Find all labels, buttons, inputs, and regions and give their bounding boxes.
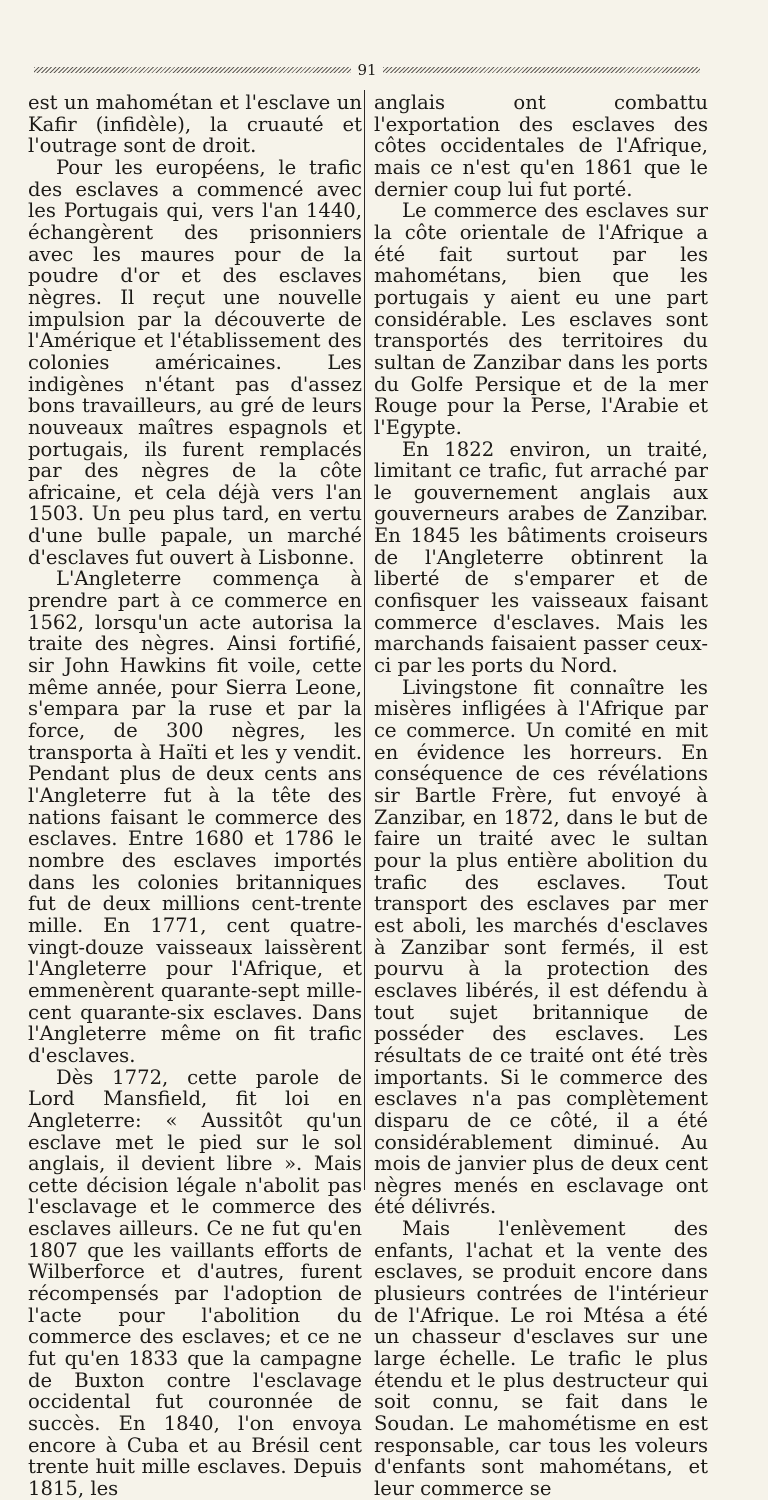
paragraph: L'Angleterre commença à prendre part à ce commerce en 1562, lorsqu'un acte autorisa la traite des nègres. Ainsi fortifié, sir John Hawkins fit voile, cette même année, pour Sierra Leone, s'empara par la ruse et par la force, de 300 nègres, les transporta à Haïti et les y vendit. Pendant plus de deux cents ans l'Angleterre fut à la tête des nations faisant le commerce des esclaves. Entre 1680 et 1786 le nombre des esclaves importés dans les colonies britanniques fut de deux millions cent-trente mille. En 1771, cent quatre-vingt-douze vaisseaux laissèrent l'Angleterre pour l'Afrique, et emmenèrent quarante-sept mille-cent quarante-six esclaves. Dans l'Angleterre même on fit trafic d'esclaves. bbox=[28, 567, 362, 1067]
paragraph: anglais ont combattu l'exportation des esclaves des côtes occidentales de l'Afrique, mais ce n'est qu'en 1861 que le dernier coup lui fut porté. bbox=[374, 91, 708, 201]
paragraph: Dès 1772, cette parole de Lord Mansfield, fit loi en Angleterre: « Aussitôt qu'un esclave met le pied sur le sol anglais, il devient libre ». Mais cette décision légale n'abolit pas l'esclavage et le commerce des esclaves ailleurs. Ce ne fut qu'en 1807 que les vaillants efforts de Wilberforce et d'autres, furent récompensés par l'adoption de l'acte pour l'abolition du commerce des esclaves; et ce ne fut qu'en 1833 que la campagne de Buxton contre l'esclavage occidental fut couronnée de succès. En 1840, l'on envoya encore à Cuba et au Brésil cent trente huit mille esclaves. Depuis 1815, les bbox=[28, 1065, 362, 1500]
paragraph: Mais l'enlèvement des enfants, l'achat et la vente des esclaves, se produit encore dans plusieurs contrées de l'intérieur de l'Afrique. Le roi Mtésa a été un chasseur d'esclaves sur une large échelle. Le trafic le plus étendu et le plus destructeur qui soit connu, se fait dans le Soudan. Le mahométisme en est responsable, car tous les voleurs d'enfants sont mahométans, et leur commerce se bbox=[374, 1217, 708, 1500]
right-column bbox=[374, 92, 708, 1500]
paragraph: Le commerce des esclaves sur la côte orientale de l'Afrique a été fait surtout par les mahométans, bien que les portugais y aient eu une part considérable. Les esclaves sont transportés des territoires du sultan de Zanzibar dans les ports du Golfe Persique et de la mer Rouge pour la Perse, l'Arabie et l'Egypte. bbox=[374, 199, 708, 439]
paragraph: En 1822 environ, un traité, limitant ce trafic, fut arraché par le gouvernement anglais aux gouverneurs arabes de Zanzibar. En 1845 les bâtiments croiseurs de l'Angleterre obtinrent la liberté de s'emparer et de confisquer les vaisseaux faisant commerce d'esclaves. Mais les marchands faisaient passer ceux-ci par les ports du Nord. bbox=[374, 437, 708, 678]
header-rule-right bbox=[383, 67, 700, 73]
paragraph: Livingstone fit connaître les misères infligées à l'Afrique par ce commerce. Un comité en mit en évidence les horreurs. En conséquence de ces révélations sir Bartle Frère, fut envoyé à Zanzibar, en 1872, dans le but de faire un traité avec le sultan pour la plus entière abolition du trafic des esclaves. Tout transport des esclaves par mer est aboli, les marchés d'esclaves à Zanzibar sont fermés, il est pourvu à la protection des esclaves libérés, il est défendu à tout sujet britannique de posséder des esclaves. Les résultats de ce traité ont été très importants. Si le commerce des esclaves n'a pas complètement disparu de ce côté, il a été considérablement diminué. Au mois de janvier plus de deux cent nègres menés en esclavage ont été délivrés. bbox=[374, 675, 708, 1219]
page-header bbox=[34, 58, 700, 82]
paragraph: est un mahométan et l'esclave un Kafir (infidèle), la cruauté et l'outrage sont de droit. bbox=[28, 91, 362, 158]
paragraph: Pour les européens, le trafic des esclaves a commencé avec les Portugais qui, vers l'an 1440, échangèrent des prisonniers avec les maures pour de la poudre d'or et des esclaves nègres. Il reçut une nouvelle impulsion par la découverte de l'Amérique et l'établissement des colonies américaines. Les indigènes n'étant pas d'assez bons travailleurs, au gré de leurs nouveaux maîtres espagnols et portugais, ils furent remplacés par des nègres de la côte africaine, et cela déjà vers l'an 1503. Un peu plus tard, en vertu d'une bulle papale, un marché d'esclaves fut ouvert à Lisbonne. bbox=[28, 155, 362, 569]
page-number: 91 bbox=[357, 60, 377, 79]
left-column bbox=[28, 92, 362, 1500]
column-divider bbox=[364, 90, 365, 1190]
header-rule-left bbox=[34, 67, 351, 73]
